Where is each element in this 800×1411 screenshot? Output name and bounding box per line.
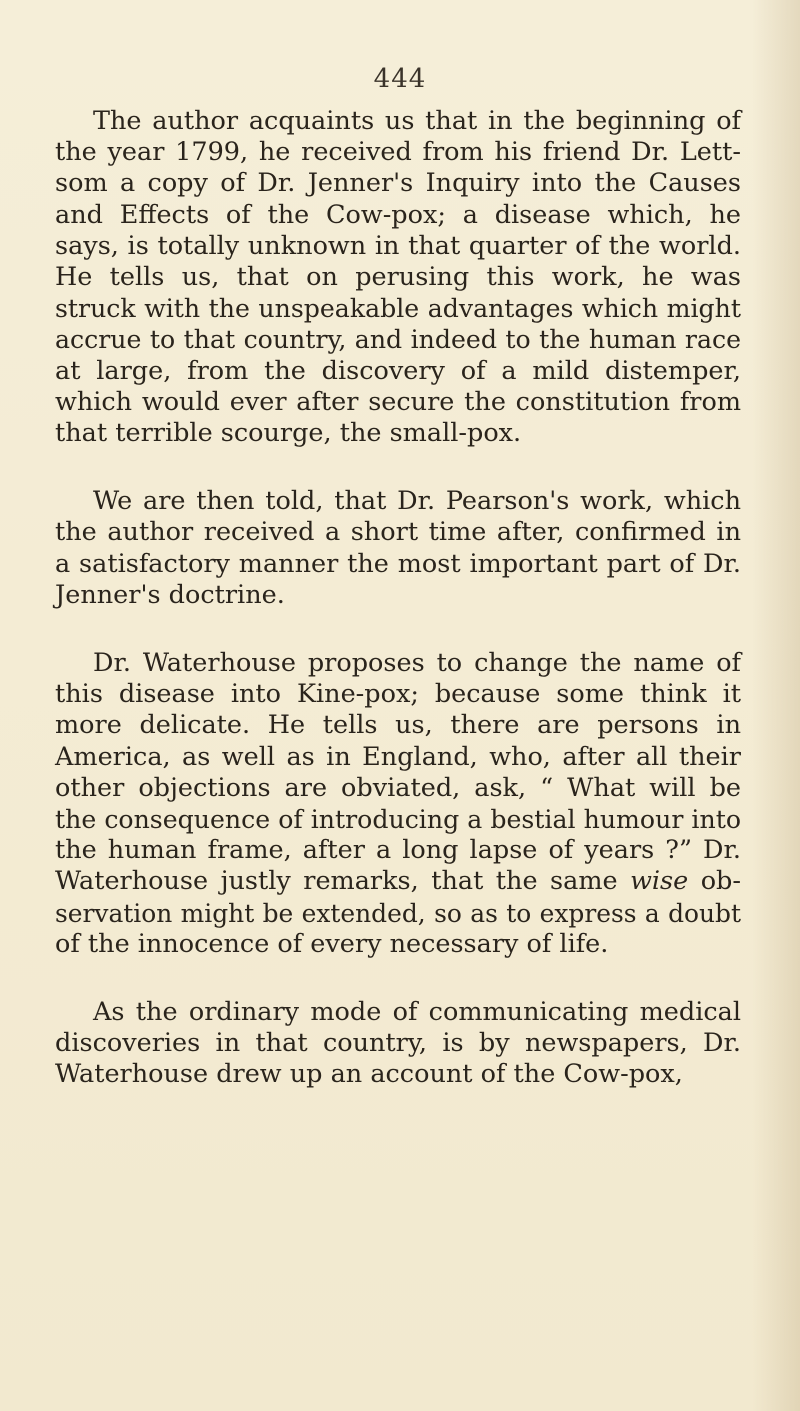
text-line: the consequence of introducing a bestial humour into [55, 805, 741, 835]
text-segment: Waterhouse justly remarks, that the same [55, 866, 618, 897]
text-line: the human frame, after a long lapse of years ?” Dr. [55, 835, 741, 866]
text-line: that terrible scourge, the small-pox. [55, 418, 522, 449]
text-line: which would ever after secure the constitution from [55, 386, 741, 417]
text-line: struck with the unspeakable advantages which might [55, 294, 741, 324]
italic-word: wise [630, 866, 689, 897]
paragraph-3 [55, 648, 741, 960]
text-line [55, 866, 741, 897]
text-line: As the ordinary mode of communicating medical [93, 997, 741, 1028]
text-line: We are then told, that Dr. Pearson's work, which [93, 486, 741, 517]
text-line: discoveries in that country, is by newspapers, Dr. [55, 1028, 741, 1059]
body-text [55, 106, 741, 1091]
text-line: som a copy of Dr. Jenner's Inquiry into the Causes [55, 168, 741, 199]
text-line: Waterhouse drew up an account of the Cow-pox, [55, 1059, 683, 1090]
text-line: America, as well as in England, who, after all their [55, 741, 741, 772]
text-line: more delicate. He tells us, there are persons in [55, 710, 741, 741]
text-line: at large, from the discovery of a mild distemper, [55, 355, 741, 386]
paragraph-1 [55, 106, 741, 449]
text-line: Jenner's doctrine. [55, 579, 285, 610]
paragraph-4 [55, 997, 741, 1091]
text-line: He tells us, that on perusing this work, he was [55, 262, 741, 293]
text-line: the year 1799, he received from his friend Dr. Lett- [55, 137, 741, 168]
text-line: a satisfactory manner the most important part of Dr. [55, 548, 741, 579]
page-number: 444 [373, 64, 427, 94]
text-line: servation might be extended, so as to express a doubt [55, 898, 741, 928]
text-line: The author acquaints us that in the beginning of [93, 106, 741, 136]
text-line: Dr. Waterhouse proposes to change the name of [93, 648, 741, 679]
text-line: says, is totally unknown in that quarter of the world. [55, 230, 741, 261]
text-line: other objections are obviated, ask, “ What will be [55, 772, 741, 803]
text-line: this disease into Kine-pox; because some think it [55, 679, 741, 710]
paragraph-2 [55, 486, 741, 611]
text-segment: ob- [700, 866, 741, 897]
text-line: of the innocence of every necessary of life. [55, 928, 609, 959]
text-line: and Effects of the Cow-pox; a disease which, he [55, 199, 741, 230]
text-line: the author received a short time after, confirmed in [55, 517, 741, 548]
text-line: accrue to that country, and indeed to the human race [55, 325, 741, 355]
